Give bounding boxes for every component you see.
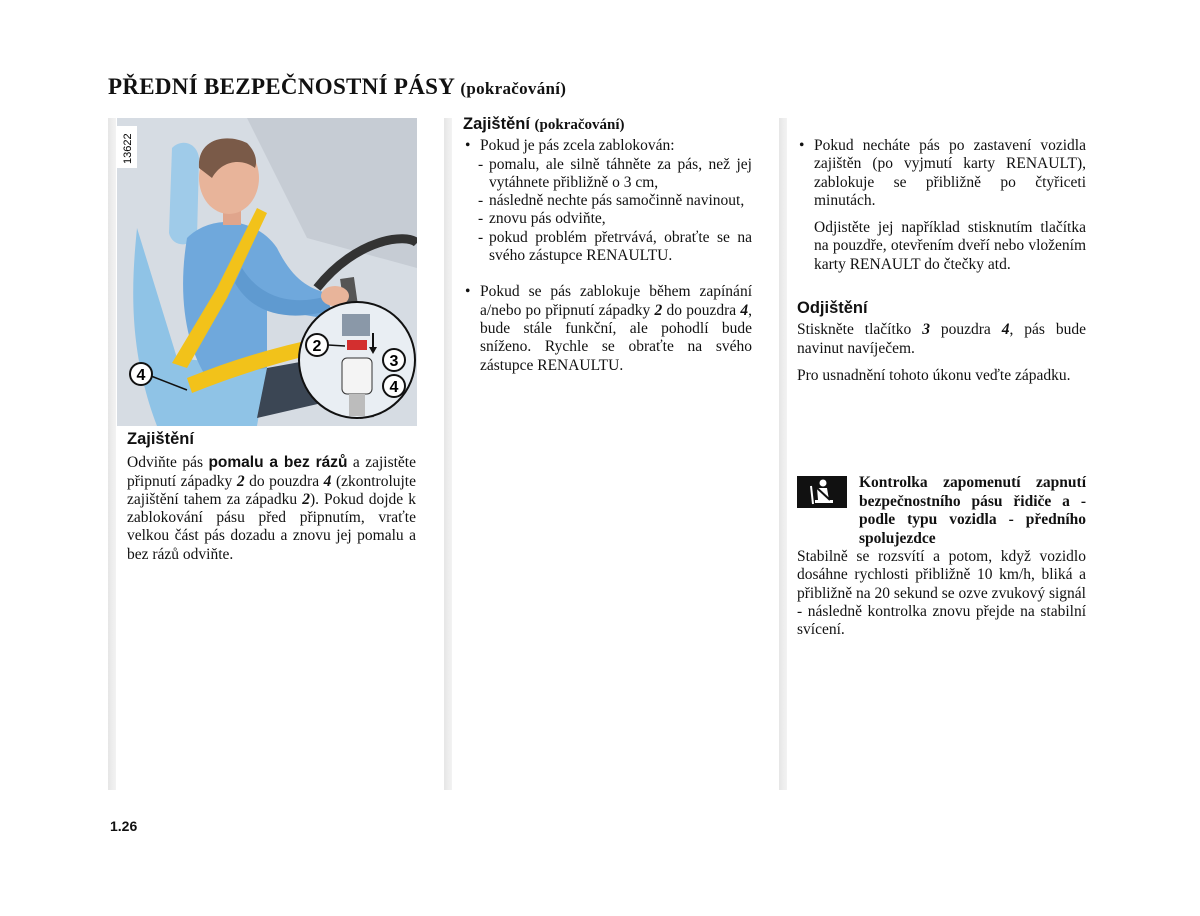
dash-item: - pomalu, ale silně táhněte za pás, než jej vytáhnete přibližně o 3 cm, <box>463 156 752 193</box>
callout-3: 3 <box>389 353 399 370</box>
page-number: 1.26 <box>110 818 138 834</box>
dash-item: - pokud problém přetrvává, obraťte se na svého zástupce RENAULTU. <box>463 229 752 266</box>
section-heading-zajisteni-cont: Zajištění (pokračování) <box>463 115 625 133</box>
bullet-locked-during-fastening: • Pokud se pás zablokuje během zapínání a/nebo po připnutí západky 2 do pouzdra 4, bude stále funkční, ale pohodlí bude sníženo. Rychle se obraťte na svého zástupce RENAULTU. <box>463 283 752 374</box>
dash-item: - následně nechte pás samočinně navinout, <box>463 192 752 210</box>
seatbelt-illustration <box>117 118 417 426</box>
section-heading-odjisteni: Odjištění <box>797 299 868 318</box>
callout-2: 2 <box>312 338 322 355</box>
figure-code: 13622 <box>122 133 134 164</box>
column-divider-right <box>779 118 787 790</box>
column-3 <box>797 137 1086 385</box>
paragraph-unlock-tip: Odjistěte jej například stisknutím tlačítka na pouzdře, otevřením dveří nebo vložením karty RENAULT do čtečky atd. <box>814 219 1086 273</box>
column-2 <box>463 115 752 375</box>
title-main: PŘEDNÍ BEZPEČNOSTNÍ PÁSY <box>108 74 455 99</box>
paragraph-zajisteni: Odviňte pás pomalu a bez rázů a zajistěte připnutí západky 2 do pouzdra 4 (zkontrolujte zajištění tahem za západku 2). Pokud dojde k zablokování pásu před připnutím, vraťte velkou část pás dozadu a znovu jej pomalu a bez rázů odviňte. <box>127 454 417 563</box>
dash-item: - znovu pás odviňte, <box>463 210 752 228</box>
callout-4-zoom: 4 <box>389 379 399 396</box>
title-subtitle: (pokračování) <box>460 79 567 98</box>
column-divider-left <box>108 118 116 790</box>
bullet-fully-locked: • Pokud je pás zcela zablokován: <box>463 137 752 155</box>
seatbelt-warning-icon <box>797 476 847 508</box>
column-1 <box>127 430 416 564</box>
column-divider-middle <box>444 118 452 790</box>
page-title <box>108 74 566 100</box>
callout-4-left: 4 <box>136 367 146 384</box>
warning-title: Kontrolka zapomenutí zapnutí bezpečnostního pásu řidiče a - podle typu vozidla - předního spolujezdce <box>859 474 1086 547</box>
paragraph-odjisteni: Stiskněte tlačítko 3 pouzdra 4, pás bude navinut navíječem. <box>797 321 1086 357</box>
paragraph-guide-tongue: Pro usnadnění tohoto úkonu veďte západku. <box>797 366 1071 384</box>
warning-text: Stabilně se rozsvítí a potom, když vozidlo dosáhne rychlosti přibližně 10 km/h, bliká a přibližně na 20 sekund se ozve zvukový signál - následně kontrolka znovu přejde na stabilní svícení. <box>797 548 1086 639</box>
section-heading-zajisteni: Zajištění <box>127 430 194 448</box>
bullet-left-locked: • Pokud necháte pás po zastavení vozidla zajištěn (po vyjmutí karty RENAULT), zablokuje se přibližně po čtyřiceti minutách. <box>797 137 1086 210</box>
